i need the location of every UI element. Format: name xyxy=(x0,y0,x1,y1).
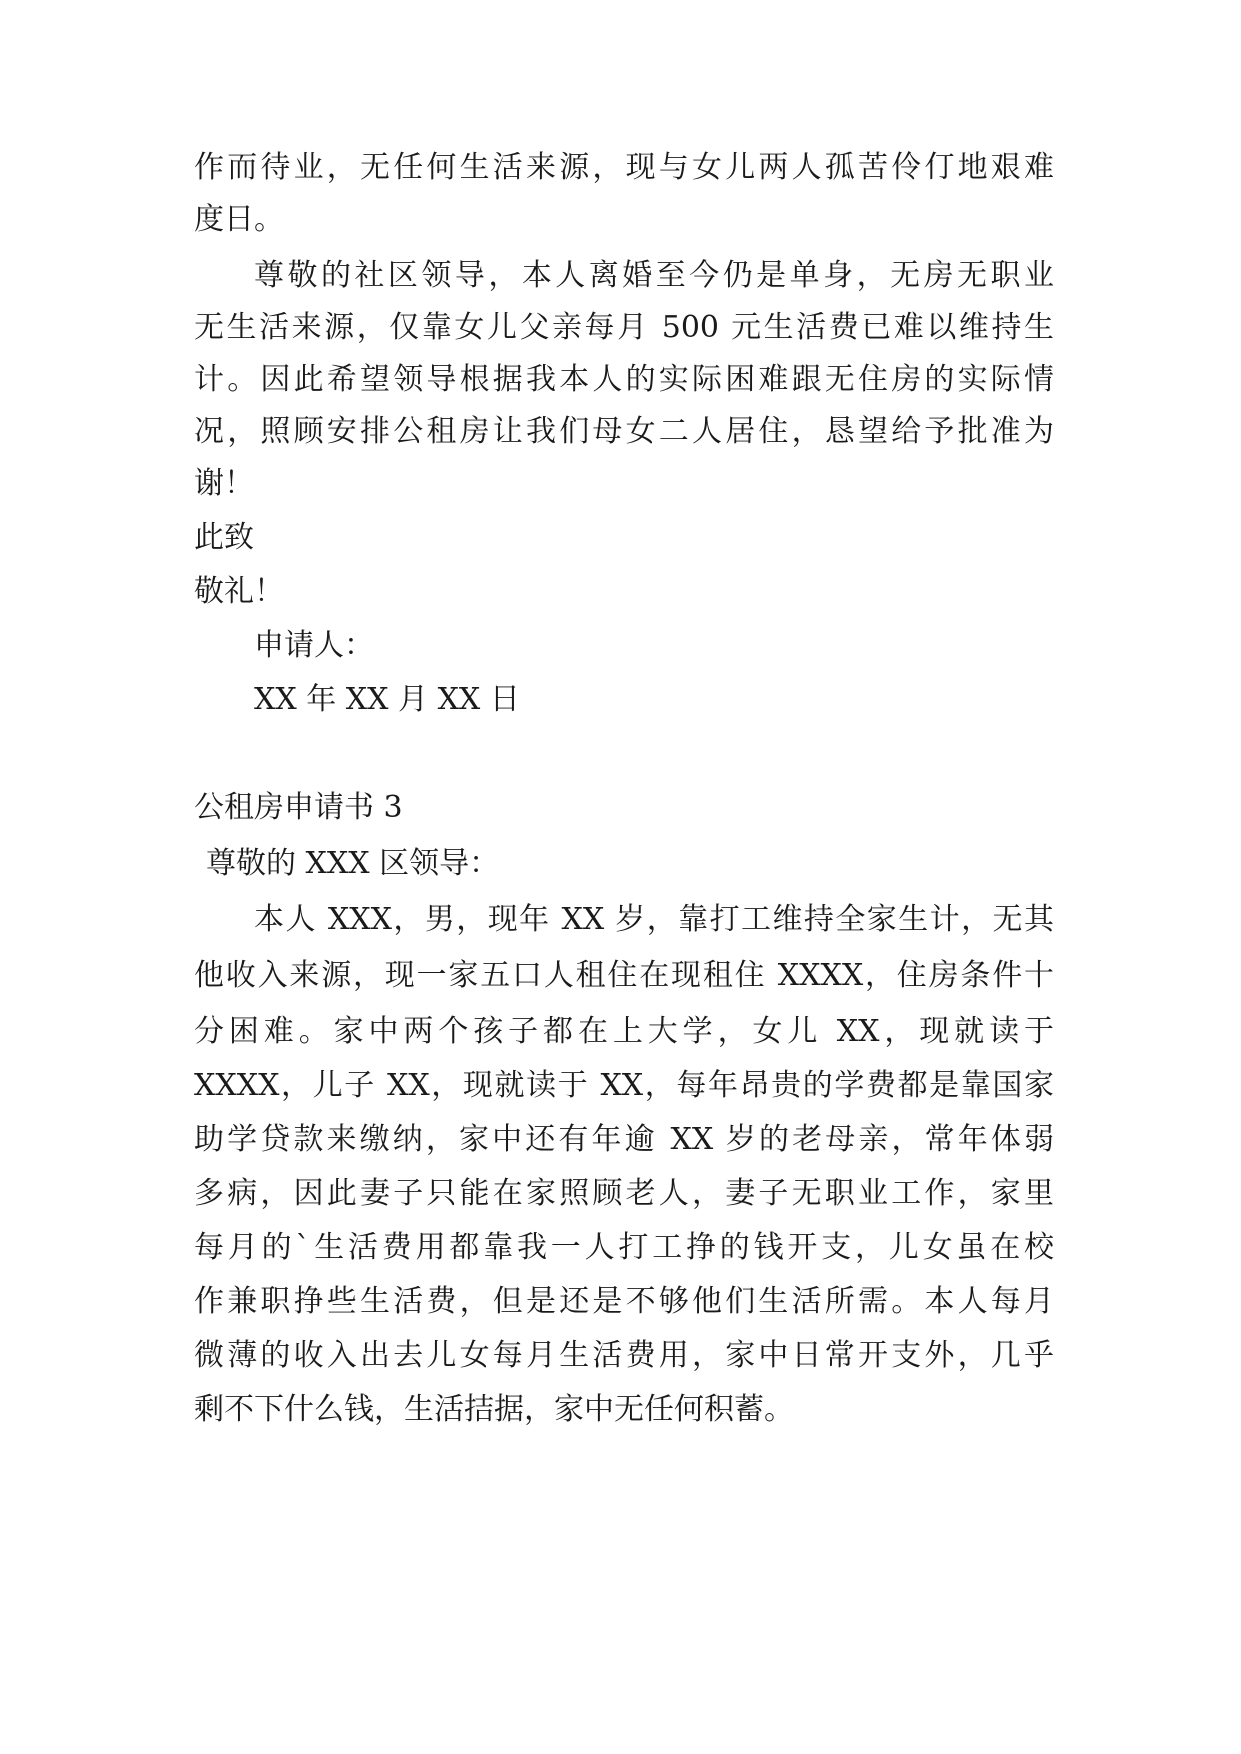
letter3-title: 公租房申请书 3 xyxy=(194,790,403,825)
letter3-body-line7: 每月的`生活费用都靠我一人打工挣的钱开支，儿女虽在校 xyxy=(194,1230,1054,1265)
letter3-body-line10: 剩不下什么钱，生活拮据，家中无任何积蓄。 xyxy=(194,1392,794,1427)
letter2-closing-cizhi: 此致 xyxy=(194,520,254,555)
letter3-body-line1: 本人 XXX，男，现年 XX 岁，靠打工维持全家生计，无其 xyxy=(254,902,1054,937)
letter2-date: XX 年 XX 月 XX 日 xyxy=(254,682,520,717)
letter3-body-line5: 助学贷款来缴纳，家中还有年逾 XX 岁的老母亲，常年体弱 xyxy=(194,1122,1054,1157)
letter2-paragraph2-line5: 谢！ xyxy=(194,466,254,501)
letter2-paragraph2-line4: 况，照顾安排公租房让我们母女二人居住，恳望给予批准为 xyxy=(194,414,1054,449)
letter2-paragraph2-line2: 无生活来源，仅靠女儿父亲每月 500 元生活费已难以维持生 xyxy=(194,310,1054,345)
letter2-paragraph2-line3: 计。因此希望领导根据我本人的实际困难跟无住房的实际情 xyxy=(194,362,1054,397)
letter3-body-line3: 分困难。家中两个孩子都在上大学，女儿 XX，现就读于 xyxy=(194,1014,1054,1049)
letter2-closing-jingli: 敬礼！ xyxy=(194,574,284,609)
letter2-paragraph1-line2: 度日。 xyxy=(194,202,284,237)
letter3-body-line2: 他收入来源，现一家五口人租住在现租住 XXXX，住房条件十 xyxy=(194,958,1054,993)
letter3-body-line9: 微薄的收入出去儿女每月生活费用，家中日常开支外，几乎 xyxy=(194,1338,1054,1373)
letter2-paragraph2-line1: 尊敬的社区领导，本人离婚至今仍是单身，无房无职业 xyxy=(254,258,1054,293)
letter3-body-line6: 多病，因此妻子只能在家照顾老人，妻子无职业工作，家里 xyxy=(194,1176,1054,1211)
letter2-paragraph1-line1: 作而待业，无任何生活来源，现与女儿两人孤苦伶仃地艰难 xyxy=(194,150,1054,185)
letter2-applicant-label: 申请人： xyxy=(254,628,374,663)
letter3-salutation: 尊敬的 XXX 区领导： xyxy=(206,846,500,881)
letter3-body-line8: 作兼职挣些生活费，但是还是不够他们生活所需。本人每月 xyxy=(194,1284,1054,1319)
letter3-body-line4: XXXX，儿子 XX，现就读于 XX，每年昂贵的学费都是靠国家 xyxy=(194,1068,1054,1103)
